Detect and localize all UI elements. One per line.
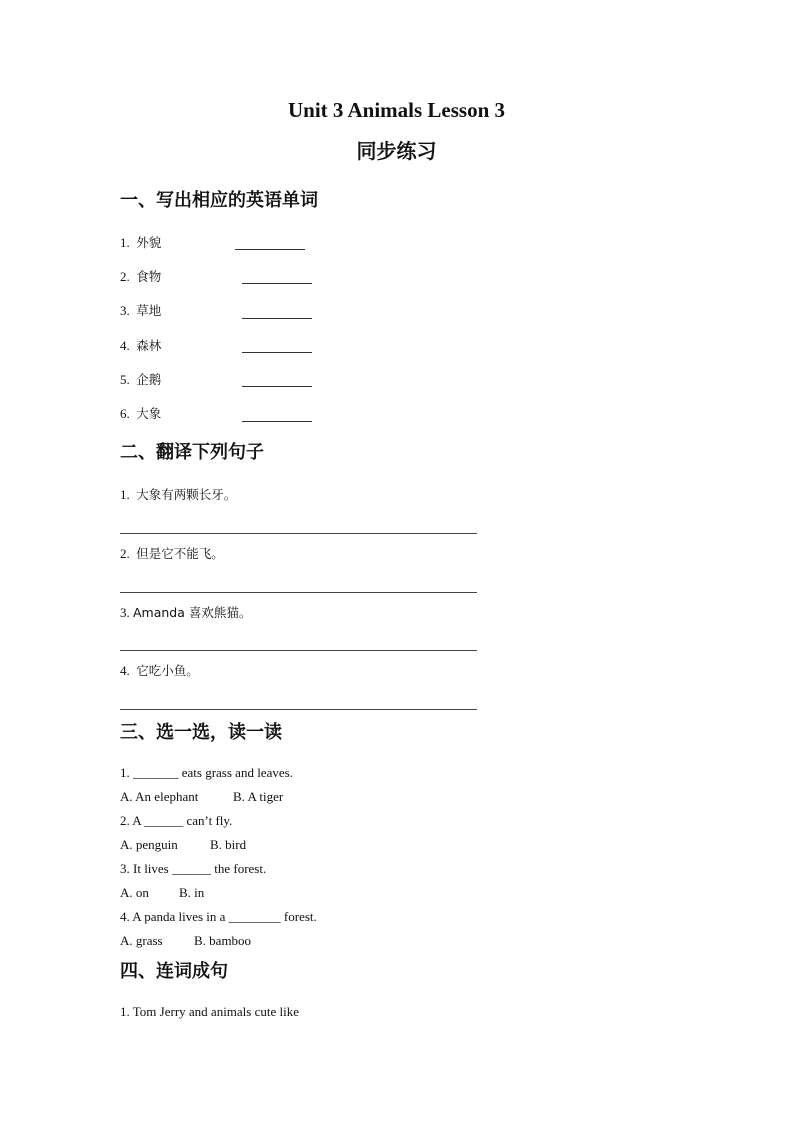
answer-line[interactable] xyxy=(120,533,477,534)
item-number: 2. xyxy=(120,269,130,284)
vocab-item xyxy=(120,234,161,252)
answer-blank[interactable] xyxy=(242,318,312,319)
answer-line[interactable] xyxy=(120,709,477,710)
translate-item xyxy=(120,604,251,622)
item-number: 1. xyxy=(120,235,130,250)
item-word: 森林 xyxy=(136,338,162,353)
answer-blank[interactable] xyxy=(242,386,312,387)
answer-blank[interactable] xyxy=(242,421,312,422)
word-order-item: 1. Tom Jerry and animals cute like xyxy=(120,1004,299,1019)
item-word: 大象 xyxy=(136,406,162,421)
answer-line[interactable] xyxy=(120,592,477,593)
answer-blank[interactable] xyxy=(242,352,312,353)
vocab-item xyxy=(120,337,161,355)
mc-question: 1. _______ eats grass and leaves. xyxy=(120,765,293,780)
translate-item xyxy=(120,545,224,563)
mc-option-b[interactable]: B. bird xyxy=(210,837,247,852)
mc-option-a[interactable]: A. penguin xyxy=(120,837,178,852)
mc-question: 3. It lives ______ the forest. xyxy=(120,861,267,876)
vocab-item xyxy=(120,405,161,423)
vocab-item xyxy=(120,268,161,286)
mc-option-b[interactable]: B. bamboo xyxy=(194,933,252,948)
mc-question: 2. A ______ can’t fly. xyxy=(120,813,233,828)
item-number: 4. xyxy=(120,338,130,353)
item-word: 草地 xyxy=(136,303,162,318)
mc-question: 4. A panda lives in a ________ forest. xyxy=(120,909,317,924)
translate-item xyxy=(120,486,236,504)
mc-option-b[interactable]: B. A tiger xyxy=(233,789,284,804)
section-2-heading: 二、翻译下列句子 xyxy=(120,442,264,463)
mc-option-a[interactable]: A. grass xyxy=(120,933,163,948)
item-number: 6. xyxy=(120,406,130,421)
item-text: 大象有两颗长牙。 xyxy=(136,487,237,502)
page-title: Unit 3 Animals Lesson 3 xyxy=(287,98,506,122)
item-number: 3. xyxy=(120,605,130,620)
translate-item xyxy=(120,662,199,680)
vocab-item xyxy=(120,371,161,389)
item-number: 2. xyxy=(120,546,130,561)
vocab-item xyxy=(120,302,161,320)
answer-line[interactable] xyxy=(120,650,477,651)
section-1-heading: 一、写出相应的英语单词 xyxy=(120,190,318,211)
item-text: 它吃小鱼。 xyxy=(136,663,199,678)
section-3-heading: 三、选一选，读一读 xyxy=(120,722,282,743)
item-word: 企鹅 xyxy=(136,372,162,387)
item-text: Amanda 喜欢熊猫。 xyxy=(133,605,252,620)
item-number: 4. xyxy=(120,663,130,678)
section-4-heading: 四、连词成句 xyxy=(120,961,228,982)
item-number: 5. xyxy=(120,372,130,387)
page-subtitle: 同步练习 xyxy=(356,139,437,163)
answer-blank[interactable] xyxy=(235,249,305,250)
item-number: 3. xyxy=(120,303,130,318)
mc-option-a[interactable]: A. on xyxy=(120,885,149,900)
mc-option-a[interactable]: A. An elephant xyxy=(120,789,199,804)
item-word: 食物 xyxy=(136,269,162,284)
item-number: 1. xyxy=(120,487,130,502)
answer-blank[interactable] xyxy=(242,283,312,284)
item-word: 外貌 xyxy=(136,235,162,250)
mc-option-b[interactable]: B. in xyxy=(179,885,205,900)
item-text: 但是它不能飞。 xyxy=(136,546,224,561)
